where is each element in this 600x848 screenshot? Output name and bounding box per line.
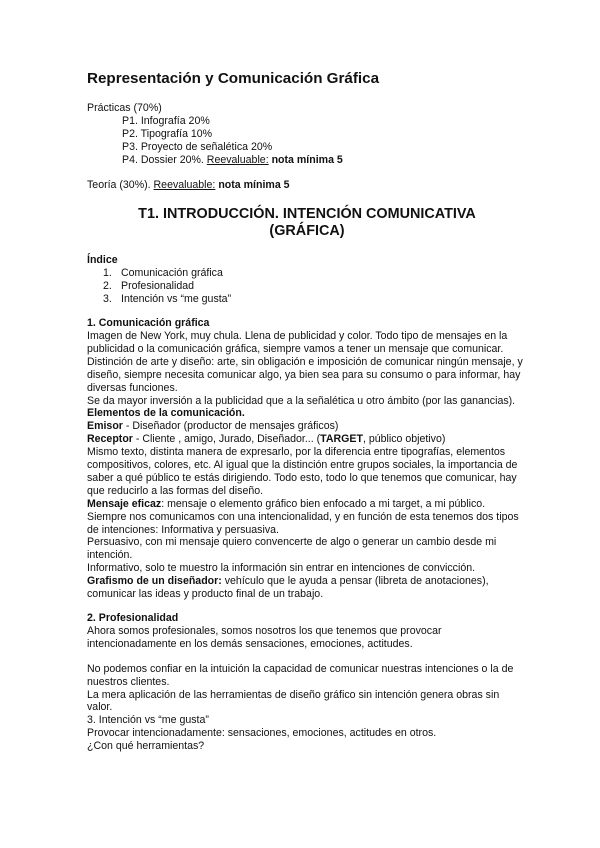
list-item-label: Profesionalidad: [121, 280, 195, 293]
indice-list: [87, 267, 527, 306]
emisor-text: - Diseñador (productor de mensajes gráficos): [122, 420, 339, 433]
teoria-nota: nota mínima 5: [215, 178, 290, 191]
section-1: [87, 317, 527, 601]
paragraph: La mera aplicación de las herramientas de diseño gráfico sin intención genera obras sin valor.: [87, 688, 500, 714]
grafismo-text: vehículo que le ayuda a pensar (libreta de anotaciones), comunicar las ideas y producto final de un trabajo.: [87, 575, 489, 601]
paragraph: ¿Con qué herramientas?: [87, 740, 205, 753]
list-item-number: 2.: [103, 280, 112, 293]
practicas-block: [87, 102, 527, 167]
section-2-heading: 2. Profesionalidad: [87, 612, 179, 624]
list-item: [87, 280, 527, 293]
indice-heading: Índice: [87, 254, 118, 267]
paragraph: Imagen de New York, muy chula. Llena de publicidad y color. Todo tipo de mensajes en la publicidad o la comunicación gráfica, siempre vamos a tener un mensaje que comunicar. Distinción de arte y diseño: arte, sin obligación e imposición de comunicar ningún mensaje, y diseño, siempre necesita comunicar algo, ya bien sea para su consumo o para informar, hay diversas funciones.: [87, 329, 523, 394]
paragraph: Se da mayor inversión a la publicidad que a la señalética u otro ámbito (por las ganancias).: [87, 394, 516, 407]
paragraph: No podemos confiar en la intuición la capacidad de comunicar nuestras intenciones o la de nuestros clientes.: [87, 662, 514, 688]
section-3-subheading: 3. Intención vs “me gusta”: [87, 714, 209, 727]
mensaje-text: : mensaje o elemento gráfico bien enfocado a mi target, a mi público.: [161, 497, 486, 510]
document-title: Representación y Comunicación Gráfica: [87, 70, 380, 87]
topic-title-line2: (GRÁFICA): [269, 223, 345, 240]
practicas-heading: Prácticas (70%): [87, 102, 162, 114]
topic-title: [87, 206, 527, 240]
mensaje-label: Mensaje eficaz: [87, 497, 162, 510]
receptor-text-end: , público objetivo): [362, 433, 446, 446]
elementos-heading: Elementos de la comunicación.: [87, 407, 245, 420]
p4-reevaluable: Reevaluable:: [206, 153, 269, 166]
list-item: [87, 293, 527, 306]
topic-title-line1: T1. INTRODUCCIÓN. INTENCIÓN COMUNICATIVA: [138, 206, 476, 223]
p4-nota: nota mínima 5: [268, 153, 343, 166]
list-item-label: Comunicación gráfica: [121, 267, 223, 280]
mensaje-line: [87, 498, 527, 511]
paragraph: Informativo, solo te muestro la información sin entrar en intenciones de convicción.: [87, 562, 476, 575]
practica-item-p4: [87, 154, 527, 167]
paragraph: Provocar intencionadamente: sensaciones, emociones, actitudes en otros.: [87, 727, 437, 740]
teoria-text: Teoría (30%).: [87, 178, 154, 191]
paragraph: Siempre nos comunicamos con una intencionalidad, y en función de esta tenemos dos tipos de intenciones: Informativa y persuasiva.: [87, 510, 519, 536]
grafismo-line: [87, 575, 527, 601]
section-2: [87, 612, 527, 753]
practica-item: P3. Proyecto de señalética 20%: [122, 140, 273, 153]
paragraph: Ahora somos profesionales, somos nosotros los que tenemos que provocar intencionadamente en los demás sensaciones, emociones, actitudes.: [87, 624, 442, 650]
emisor-label: Emisor: [87, 420, 123, 433]
receptor-label: Receptor: [87, 433, 133, 446]
paragraph: Persuasivo, con mi mensaje quiero convencerte de algo o generar un cambio desde mi intención.: [87, 536, 497, 562]
grafismo-label: Grafismo de un diseñador:: [87, 575, 222, 588]
list-item-number: 1.: [103, 267, 112, 280]
teoria-reevaluable: Reevaluable:: [153, 178, 216, 191]
section-1-heading: 1. Comunicación gráfica: [87, 317, 210, 330]
receptor-line: [87, 433, 527, 446]
practica-item: P2. Tipografía 10%: [122, 127, 213, 140]
list-item-number: 3.: [103, 293, 112, 306]
emisor-line: [87, 420, 527, 433]
list-item: [87, 267, 527, 280]
teoria-line: [87, 179, 527, 192]
list-item-label: Intención vs “me gusta”: [121, 293, 232, 306]
practica-item: P1. Infografía 20%: [122, 114, 210, 127]
receptor-text: - Cliente , amigo, Jurado, Diseñador... (: [132, 433, 321, 446]
indice-block: [87, 254, 527, 306]
paragraph: Mismo texto, distinta manera de expresarlo, por la diferencia entre tipografías, elementos compositivos, colores, etc. Al igual que la distinción entre grupos sociales, la importancia de saber a qué público te estás dirigiendo. Todo esto, todo lo que tenemos que comunicar, hay que reducirlo a las formas del diseño.: [87, 446, 518, 497]
document-page: [87, 70, 527, 753]
receptor-target: TARGET: [320, 433, 363, 446]
p4-text: P4. Dossier 20%.: [122, 153, 207, 166]
